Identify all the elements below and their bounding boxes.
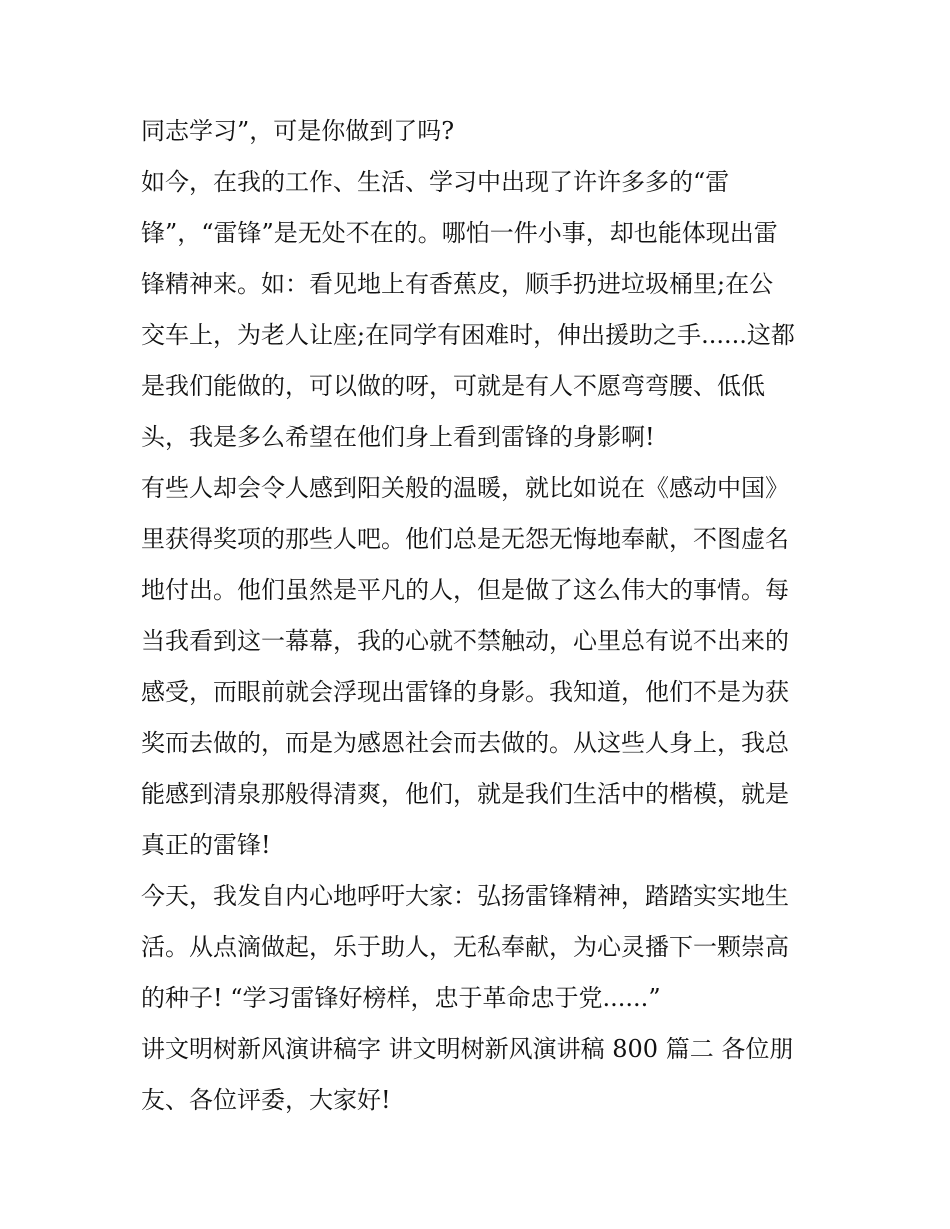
text-line: 头，我是多么希望在他们身上看到雷锋的身影啊!	[141, 423, 655, 451]
text-line: 地付出。他们虽然是平凡的人，但是做了这么伟大的事情。每	[141, 576, 789, 604]
text-line: 同志学习”，可是你做到了吗?	[141, 117, 455, 145]
text-line: 讲文明树新风演讲稿字 讲文明树新风演讲稿 800 篇二 各位朋	[141, 1035, 794, 1063]
text-line: 有些人却会令人感到阳关般的温暖，就比如说在《感动中国》	[141, 474, 789, 502]
text-line: 锋精神来。如：看见地上有香蕉皮，顺手扔进垃圾桶里;在公	[141, 270, 774, 298]
text-line: 感受，而眼前就会浮现出雷锋的身影。我知道，他们不是为获	[141, 678, 789, 706]
text-line: 的种子! “学习雷锋好榜样，忠于革命忠于党......”	[141, 984, 661, 1012]
text-line: 奖而去做的，而是为感恩社会而去做的。从这些人身上，我总	[141, 729, 789, 757]
text-line: 今天，我发自内心地呼吁大家：弘扬雷锋精神，踏踏实实地生	[141, 882, 789, 910]
document-body	[141, 106, 821, 1126]
text-line: 当我看到这一幕幕，我的心就不禁触动，心里总有说不出来的	[141, 627, 789, 655]
text-line: 里获得奖项的那些人吧。他们总是无怨无悔地奉献，不图虚名	[141, 525, 789, 553]
text-line: 友、各位评委，大家好!	[141, 1086, 391, 1114]
text-line: 真正的雷锋!	[141, 831, 271, 859]
text-line: 活。从点滴做起，乐于助人，无私奉献，为心灵播下一颗崇高	[141, 933, 789, 961]
text-line: 能感到清泉那般得清爽，他们，就是我们生活中的楷模，就是	[141, 780, 789, 808]
text-line: 锋”，“雷锋”是无处不在的。哪怕一件小事，却也能体现出雷	[141, 219, 778, 247]
text-line: 如今，在我的工作、生活、学习中出现了许许多多的“雷	[141, 168, 730, 196]
text-line: 交车上，为老人让座;在同学有困难时，伸出援助之手......这都	[141, 321, 795, 349]
text-line: 是我们能做的，可以做的呀，可就是有人不愿弯弯腰、低低	[141, 372, 765, 400]
